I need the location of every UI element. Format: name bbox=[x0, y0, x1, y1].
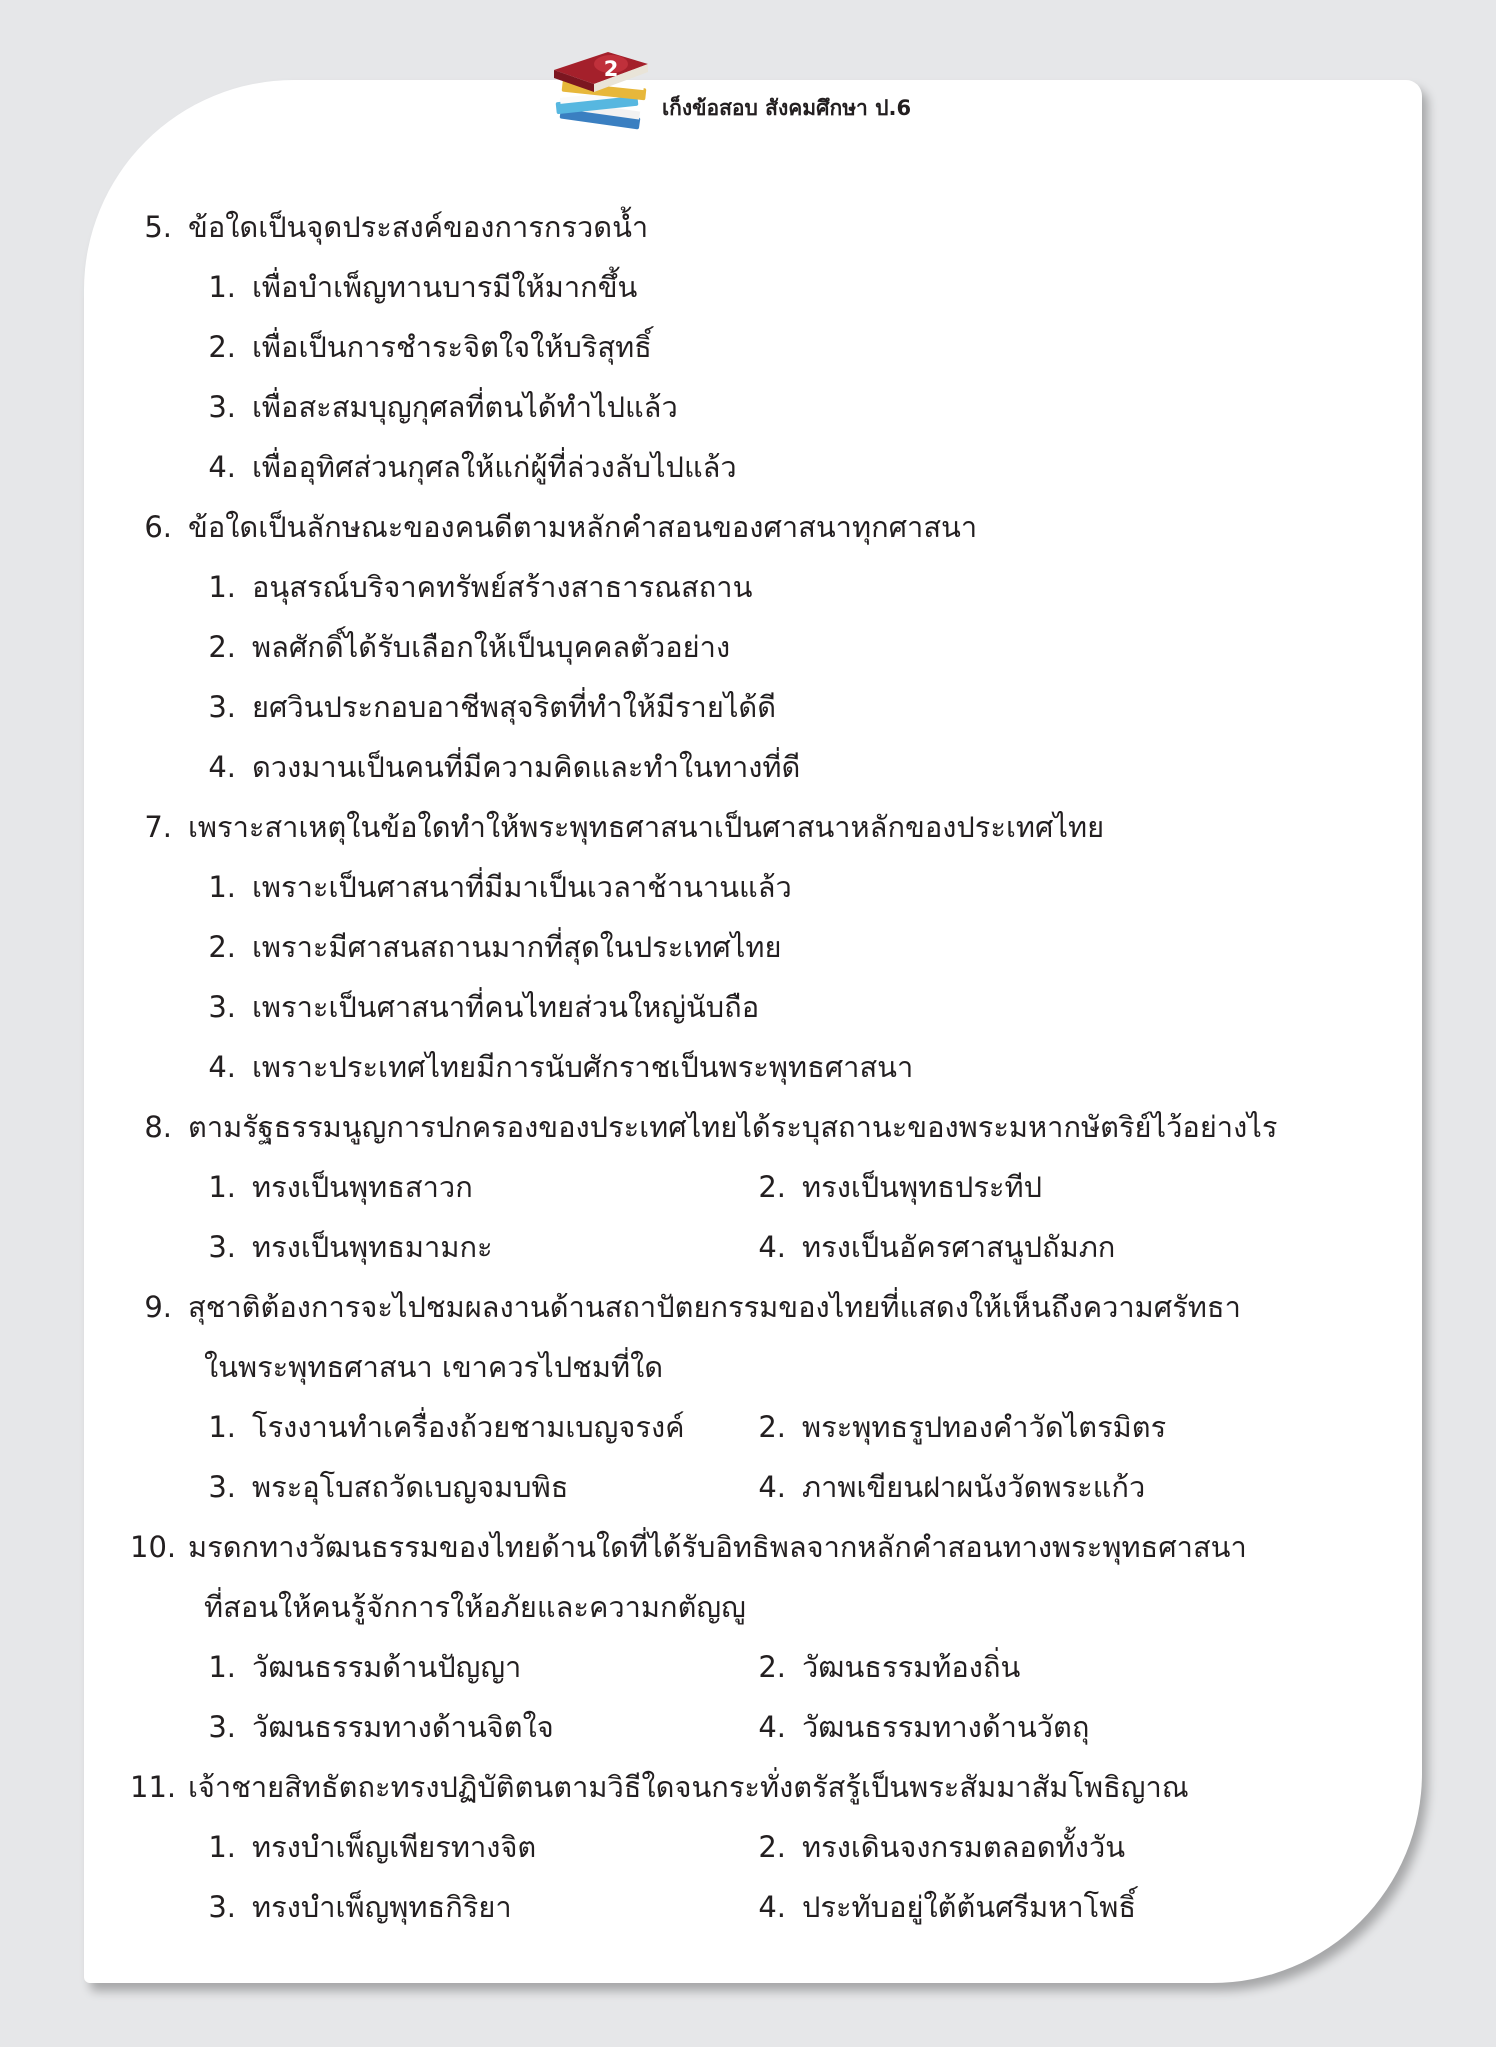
question-number: 6. bbox=[144, 510, 172, 544]
question-7 bbox=[130, 807, 1104, 847]
option-7-3 bbox=[206, 987, 759, 1027]
option-text: ทรงเดินจงกรมตลอดทั้งวัน bbox=[802, 1830, 1126, 1864]
option-number: 3. bbox=[208, 690, 236, 724]
option-text: โรงงานทำเครื่องถ้วยชามเบญจรงค์ bbox=[252, 1410, 685, 1444]
question-6 bbox=[130, 507, 977, 547]
option-number: 4. bbox=[208, 1050, 236, 1084]
option-text: พระพุทธรูปทองคำวัดไตรมิตร bbox=[802, 1410, 1167, 1444]
option-6-3 bbox=[206, 687, 776, 727]
option-number: 1. bbox=[208, 270, 236, 304]
option-text: ภาพเขียนฝาผนังวัดพระแก้ว bbox=[802, 1470, 1146, 1504]
option-11-2 bbox=[756, 1827, 1125, 1867]
option-number: 4. bbox=[758, 1710, 786, 1744]
option-number: 1. bbox=[208, 1650, 236, 1684]
option-11-4 bbox=[756, 1887, 1136, 1927]
option-number: 2. bbox=[208, 930, 236, 964]
option-text: ทรงเป็นพุทธประทีป bbox=[802, 1170, 1043, 1204]
option-10-4 bbox=[756, 1707, 1089, 1747]
option-number: 1. bbox=[208, 1170, 236, 1204]
option-text: เพราะเป็นศาสนาที่มีมาเป็นเวลาช้านานแล้ว bbox=[252, 870, 792, 904]
option-8-3 bbox=[206, 1227, 493, 1267]
option-text: อนุสรณ์บริจาคทรัพย์สร้างสาธารณสถาน bbox=[252, 570, 753, 604]
question-9 bbox=[130, 1287, 1241, 1327]
option-11-3 bbox=[206, 1887, 512, 1927]
question-10 bbox=[130, 1527, 1247, 1567]
option-10-3 bbox=[206, 1707, 554, 1747]
question-number: 11. bbox=[130, 1770, 177, 1804]
option-text: วัฒนธรรมท้องถิ่น bbox=[802, 1650, 1021, 1684]
option-9-4 bbox=[756, 1467, 1145, 1507]
option-number: 4. bbox=[208, 750, 236, 784]
option-number: 2. bbox=[758, 1650, 786, 1684]
option-text: เพราะมีศาสนสถานมากที่สุดในประเทศไทย bbox=[252, 930, 782, 964]
question-number: 10. bbox=[130, 1530, 177, 1564]
option-number: 1. bbox=[208, 1830, 236, 1864]
option-number: 1. bbox=[208, 570, 236, 604]
option-text: เพราะประเทศไทยมีการนับศักราชเป็นพระพุทธศาสนา bbox=[252, 1050, 914, 1084]
question-number: 9. bbox=[144, 1290, 172, 1324]
option-text: ดวงมานเป็นคนที่มีความคิดและทำในทางที่ดี bbox=[252, 750, 801, 784]
option-number: 2. bbox=[758, 1410, 786, 1444]
option-number: 3. bbox=[208, 390, 236, 424]
question-text: ข้อใดเป็นจุดประสงค์ของการกรวดน้ำ bbox=[188, 210, 649, 244]
option-text: เพื่อบำเพ็ญทานบารมีให้มากขึ้น bbox=[252, 270, 638, 304]
question-text: เจ้าชายสิทธัตถะทรงปฏิบัติตนตามวิธีใดจนกระทั่งตรัสรู้เป็นพระสัมมาสัมโพธิญาณ bbox=[188, 1770, 1189, 1804]
question-text-line-2: ในพระพุทธศาสนา เขาควรไปชมที่ใด bbox=[204, 1350, 664, 1384]
option-6-1 bbox=[206, 567, 752, 607]
option-number: 4. bbox=[208, 450, 236, 484]
option-7-2 bbox=[206, 927, 781, 967]
option-number: 3. bbox=[208, 1470, 236, 1504]
option-11-1 bbox=[206, 1827, 536, 1867]
question-text: สุชาติต้องการจะไปชมผลงานด้านสถาปัตยกรรมของไทยที่แสดงให้เห็นถึงความศรัทธา bbox=[188, 1290, 1241, 1324]
option-text: พระอุโบสถวัดเบญจมบพิธ bbox=[252, 1470, 569, 1504]
question-text: เพราะสาเหตุในข้อใดทำให้พระพุทธศาสนาเป็นศาสนาหลักของประเทศไทย bbox=[188, 810, 1105, 844]
option-8-1 bbox=[206, 1167, 473, 1207]
question-number: 8. bbox=[144, 1110, 172, 1144]
option-number: 4. bbox=[758, 1230, 786, 1264]
option-7-4 bbox=[206, 1047, 913, 1087]
option-5-2 bbox=[206, 327, 652, 367]
question-11 bbox=[130, 1767, 1189, 1807]
option-number: 2. bbox=[758, 1170, 786, 1204]
option-8-4 bbox=[756, 1227, 1115, 1267]
option-6-2 bbox=[206, 627, 730, 667]
option-number: 2. bbox=[758, 1830, 786, 1864]
question-number: 5. bbox=[144, 210, 172, 244]
option-number: 3. bbox=[208, 990, 236, 1024]
option-number: 3. bbox=[208, 1890, 236, 1924]
option-text: พลศักดิ์ได้รับเลือกให้เป็นบุคคลตัวอย่าง bbox=[252, 630, 731, 664]
option-text: ทรงเป็นพุทธมามกะ bbox=[252, 1230, 493, 1264]
option-text: วัฒนธรรมด้านปัญญา bbox=[252, 1650, 522, 1684]
option-9-3 bbox=[206, 1467, 568, 1507]
question-text: ตามรัฐธรรมนูญการปกครองของประเทศไทยได้ระบุสถานะของพระมหากษัตริย์ไว้อย่างไร bbox=[188, 1110, 1278, 1144]
option-text: เพื่อเป็นการชำระจิตใจให้บริสุทธิ์ bbox=[252, 330, 652, 364]
question-text: ข้อใดเป็นลักษณะของคนดีตามหลักคำสอนของศาสนาทุกศาสนา bbox=[188, 510, 978, 544]
option-5-4 bbox=[206, 447, 737, 487]
header-title: เก็งข้อสอบ สังคมศึกษา ป.6 bbox=[662, 96, 912, 120]
option-text: ทรงบำเพ็ญเพียรทางจิต bbox=[252, 1830, 537, 1864]
option-text: ทรงเป็นอัครศาสนูปถัมภก bbox=[802, 1230, 1116, 1264]
question-8 bbox=[130, 1107, 1277, 1147]
option-text: ประทับอยู่ใต้ต้นศรีมหาโพธิ์ bbox=[802, 1890, 1137, 1924]
option-text: เพื่ออุทิศส่วนกุศลให้แก่ผู้ที่ล่วงลับไปแล้ว bbox=[252, 450, 737, 484]
option-10-2 bbox=[756, 1647, 1020, 1687]
option-number: 3. bbox=[208, 1710, 236, 1744]
option-6-4 bbox=[206, 747, 800, 787]
option-5-3 bbox=[206, 387, 678, 427]
option-7-1 bbox=[206, 867, 792, 907]
option-number: 2. bbox=[208, 630, 236, 664]
question-5 bbox=[130, 207, 648, 247]
option-number: 3. bbox=[208, 1230, 236, 1264]
option-5-1 bbox=[206, 267, 637, 307]
page-number: 2 bbox=[603, 57, 619, 81]
option-number: 1. bbox=[208, 1410, 236, 1444]
option-number: 1. bbox=[208, 870, 236, 904]
option-9-1 bbox=[206, 1407, 685, 1447]
option-text: เพราะเป็นศาสนาที่คนไทยส่วนใหญ่นับถือ bbox=[252, 990, 760, 1024]
question-number: 7. bbox=[144, 810, 172, 844]
question-9-continued bbox=[188, 1347, 663, 1387]
question-text: มรดกทางวัฒนธรรมของไทยด้านใดที่ได้รับอิทธิพลจากหลักคำสอนทางพระพุทธศาสนา bbox=[188, 1530, 1247, 1564]
option-text: วัฒนธรรมทางด้านจิตใจ bbox=[252, 1710, 554, 1744]
option-text: ทรงเป็นพุทธสาวก bbox=[252, 1170, 473, 1204]
option-10-1 bbox=[206, 1647, 521, 1687]
page-header bbox=[550, 50, 1010, 140]
option-number: 4. bbox=[758, 1470, 786, 1504]
option-text: เพื่อสะสมบุญกุศลที่ตนได้ทำไปแล้ว bbox=[252, 390, 678, 424]
option-number: 2. bbox=[208, 330, 236, 364]
question-text-line-2: ที่สอนให้คนรู้จักการให้อภัยและความกตัญญู bbox=[204, 1590, 746, 1624]
question-10-continued bbox=[188, 1587, 746, 1627]
option-9-2 bbox=[756, 1407, 1166, 1447]
option-text: ยศวินประกอบอาชีพสุจริตที่ทำให้มีรายได้ดี bbox=[252, 690, 777, 724]
option-8-2 bbox=[756, 1167, 1042, 1207]
option-text: ทรงบำเพ็ญพุทธกิริยา bbox=[252, 1890, 512, 1924]
option-number: 4. bbox=[758, 1890, 786, 1924]
option-text: วัฒนธรรมทางด้านวัตถุ bbox=[802, 1710, 1090, 1744]
